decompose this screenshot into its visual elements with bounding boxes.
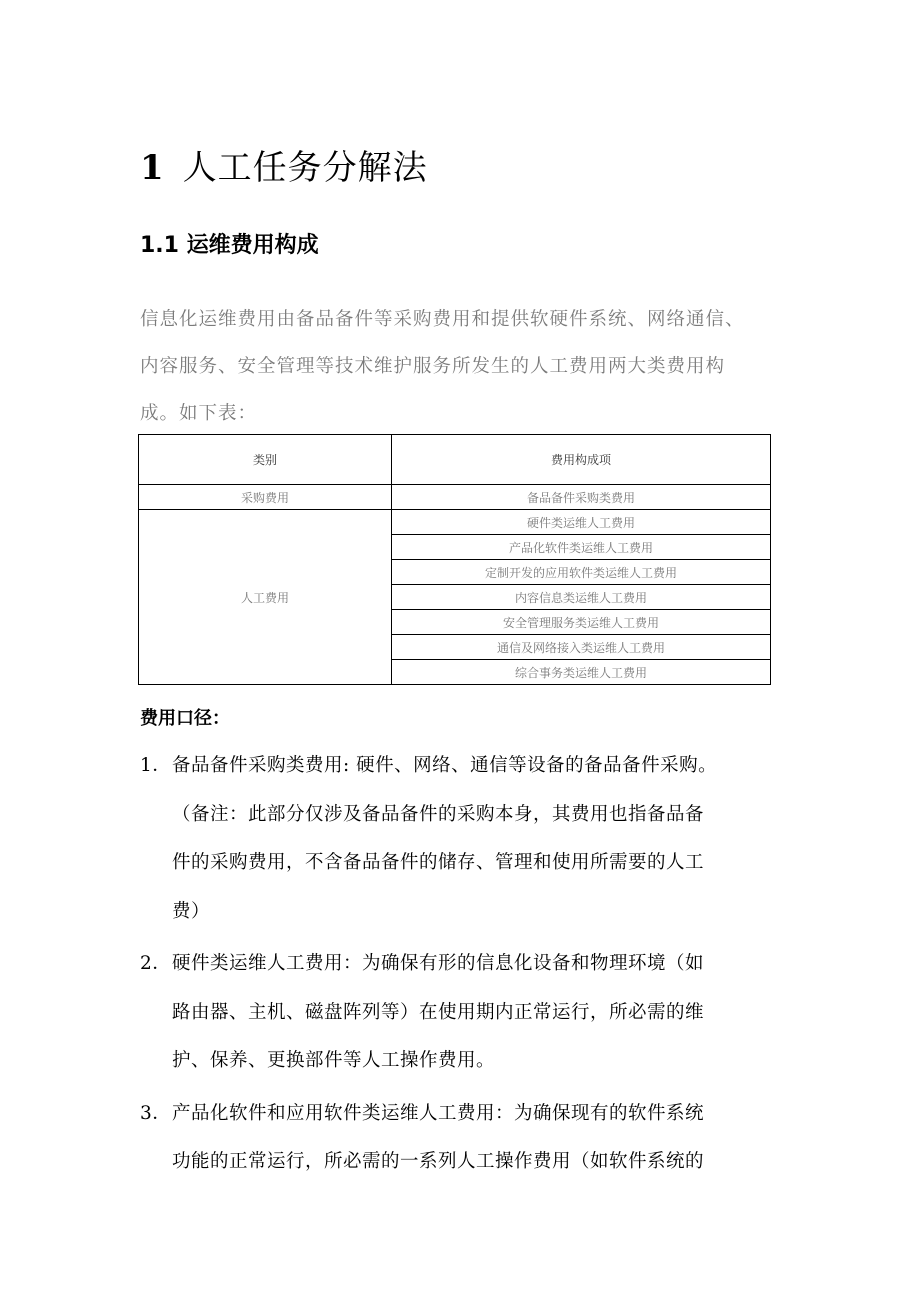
list-item-line: 硬件类运维人工费用：为确保有形的信息化设备和物理环境（如 [172, 953, 705, 974]
list-item-line: 备品备件采购类费用: 硬件、网络、通信等设备的备品备件采购。 [172, 755, 718, 776]
item-cell: 综合事务类运维人工费用 [392, 660, 771, 685]
cost-caliber-list [140, 742, 790, 1191]
category-cell: 人工费用 [139, 510, 392, 685]
list-item-number: 3． [140, 1102, 172, 1124]
intro-line: 内容服务、安全管理等技术维护服务所发生的人工费用两大类费用构 [140, 356, 726, 377]
list-item [140, 940, 790, 1086]
list-item-line: （备注：此部分仅涉及备品备件的采购本身，其费用也指备品备 [172, 803, 705, 825]
table-header-row [139, 435, 771, 485]
category-cell: 采购费用 [139, 485, 392, 510]
item-cell: 内容信息类运维人工费用 [392, 585, 771, 610]
item-cell: 通信及网络接入类运维人工费用 [392, 635, 771, 660]
list-item [140, 1090, 790, 1187]
list-item-line: 件的采购费用，不含备品备件的储存、管理和使用所需要的人工 [172, 852, 705, 873]
item-cell: 安全管理服务类运维人工费用 [392, 610, 771, 635]
list-item-line: 费） [172, 900, 211, 922]
heading-1-title: 人工任务分解法 [182, 148, 428, 188]
heading-1 [140, 140, 428, 189]
header-category: 类别 [139, 435, 392, 485]
intro-paragraph [140, 296, 790, 437]
header-items: 费用构成项 [392, 435, 771, 485]
list-item [140, 742, 790, 936]
intro-line: 信息化运维费用由备品备件等采购费用和提供软硬件系统、网络通信、 [140, 309, 745, 330]
list-item-number: 1． [140, 755, 172, 776]
list-item-line: 产品化软件和应用软件类运维人工费用：为确保现有的软件系统 [172, 1102, 705, 1124]
heading-2: 1.1 运维费用构成 [140, 233, 319, 258]
intro-line: 成。如下表： [140, 403, 258, 424]
item-cell: 产品化软件类运维人工费用 [392, 535, 771, 560]
item-cell: 备品备件采购类费用 [392, 485, 771, 510]
item-cell: 硬件类运维人工费用 [392, 510, 771, 535]
list-item-line: 功能的正常运行，所必需的一系列人工操作费用（如软件系统的 [172, 1151, 705, 1172]
table-row [139, 510, 771, 535]
list-item-line: 护、保养、更换部件等人工操作费用。 [172, 1050, 496, 1071]
cost-caliber-heading: 费用口径： [140, 708, 230, 729]
item-cell: 定制开发的应用软件类运维人工费用 [392, 560, 771, 585]
table-row [139, 485, 771, 510]
heading-1-number: 1 [140, 148, 165, 188]
list-item-line: 路由器、主机、磁盘阵列等）在使用期内正常运行，所必需的维 [172, 1001, 705, 1023]
list-item-number: 2． [140, 953, 172, 974]
cost-structure-table [138, 434, 771, 685]
